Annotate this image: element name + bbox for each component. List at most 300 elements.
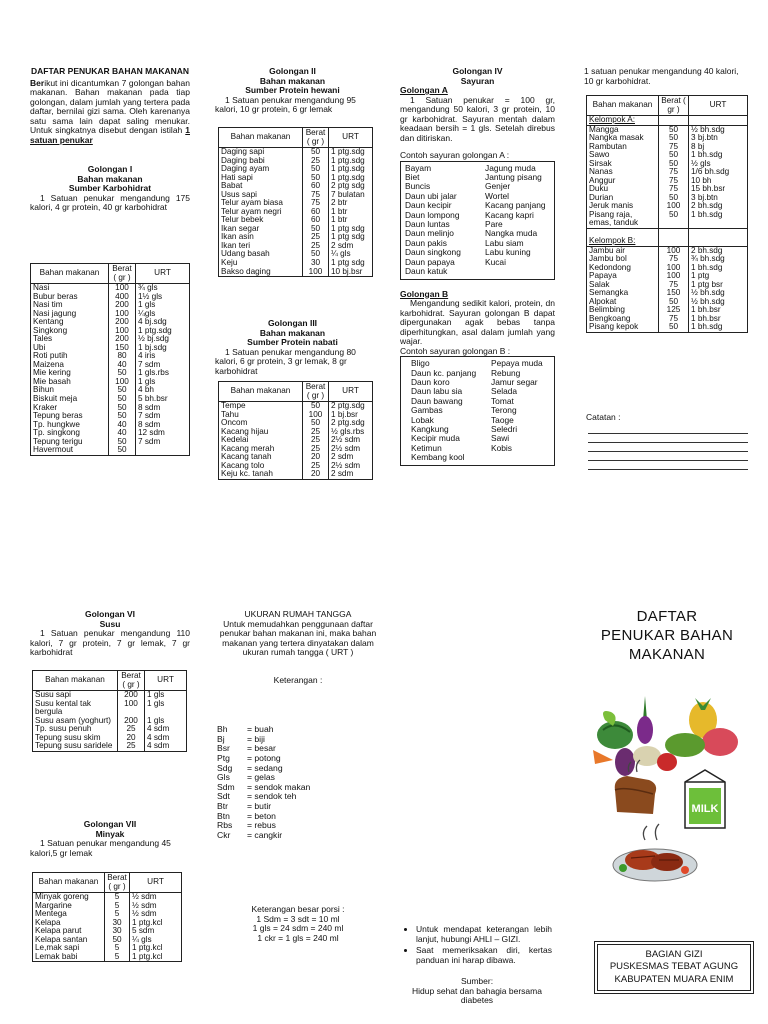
g4-list-b — [400, 356, 555, 465]
col-header: Berat ( gr ) — [118, 671, 145, 691]
urt-keterangan: Keterangan : — [273, 674, 323, 685]
item-urt: 1 gls — [145, 717, 187, 726]
item-urt: 5 sdm — [130, 927, 182, 936]
vegetable-name: Daun kecipir — [405, 200, 452, 211]
col-header: Berat ( gr ) — [303, 128, 329, 148]
item-urt: 3 bj.btn — [689, 134, 748, 143]
item-urt: 2 sdm — [329, 470, 373, 479]
info-section — [402, 925, 552, 1006]
item-weight: 100 — [109, 284, 136, 293]
col-header: Berat ( gr ) — [105, 873, 130, 893]
col-header: Bahan makanan — [33, 873, 105, 893]
item-weight: 5 — [105, 953, 130, 962]
item-name: Babat — [219, 182, 303, 191]
item-weight: 100 — [303, 268, 329, 277]
item-urt: 2½ sdm — [329, 445, 373, 454]
item-urt: 1 gls — [145, 700, 187, 717]
item-name: Daging sapi — [219, 148, 303, 157]
item-weight: 50 — [659, 298, 689, 307]
vegetable-name: Genjer — [485, 181, 511, 192]
item-urt: 1 ptg sdg — [329, 225, 373, 234]
g3-name: Sumber Protein nabati — [247, 337, 338, 348]
item-name: Anggur — [587, 177, 659, 186]
item-urt: 4 bj.sdg — [136, 318, 190, 327]
item-urt: 1 bh.bsr — [689, 315, 748, 324]
vegetable-name: Kembang kool — [411, 452, 465, 463]
vegetable-name: Lobak — [411, 414, 434, 425]
abbr-meaning: = besar — [247, 743, 276, 754]
abbr-list — [217, 725, 357, 841]
list-item — [411, 453, 550, 462]
g3-desc: 1 Satuan penukar mengandung 80 kalori, 6 gr protein, 3 gr lemak, 8 gr karbohidrat — [215, 346, 356, 376]
vegetable-name: Rebung — [491, 367, 521, 378]
item-urt: 2 btr — [329, 199, 373, 208]
item-name: Kedelai — [219, 436, 303, 445]
item-weight: 25 — [303, 428, 329, 437]
porsi-section — [218, 905, 378, 943]
vegetable-name: Terong — [491, 405, 517, 416]
abbr-code: Btn — [217, 810, 230, 821]
item-name: Ikan teri — [219, 242, 303, 251]
item-name: Tepung beras — [31, 412, 109, 421]
abbr-meaning: = butir — [247, 801, 272, 811]
item-name: Mentega — [33, 910, 105, 919]
item-urt: 1 gls — [145, 691, 187, 700]
item-weight: 200 — [109, 301, 136, 310]
col-header: Bahan makanan — [587, 96, 659, 116]
vegetable-name: Kucai — [485, 256, 506, 267]
item-urt: 7 bulatan — [329, 191, 373, 200]
table-row — [33, 742, 187, 751]
vegetable-name: Tomat — [491, 395, 514, 406]
g2-heading: Golongan II — [269, 66, 316, 76]
item-urt: 1 ptg — [689, 272, 748, 281]
item-name: Sirsak — [587, 160, 659, 169]
item-urt: 2 sdm — [329, 242, 373, 251]
item-name: Susu sapi — [33, 691, 118, 700]
g3-section — [215, 319, 370, 376]
vegetable-name: Jagung muda — [485, 162, 536, 173]
item-name: Bengkoang — [587, 315, 659, 324]
item-name: Margarine — [33, 902, 105, 911]
item-urt: 1 btr — [329, 216, 373, 225]
col-header: Bahan makanan — [31, 264, 109, 284]
item-urt: ½ sdm — [130, 902, 182, 911]
item-weight: 5 — [105, 944, 130, 953]
item-urt: ¾ bh.sdg — [689, 255, 748, 264]
item-name: Tp. hungkwe — [31, 421, 109, 430]
item-urt: 12 sdm — [136, 429, 190, 438]
item-name: Udang basah — [219, 250, 303, 259]
table-row — [219, 470, 373, 479]
g4-section — [400, 67, 555, 466]
intro-title: DAFTAR PENUKAR BAHAN MAKANAN — [30, 66, 190, 76]
table-row — [31, 446, 190, 455]
item-name: Nanas — [587, 168, 659, 177]
item-name: Singkong — [31, 327, 109, 336]
item-urt: 1 bh.sdg — [689, 151, 748, 160]
item-urt: 2 ptg.sdg — [329, 402, 373, 411]
note-line — [588, 469, 748, 470]
g3-subheading: Bahan makanan — [259, 327, 326, 338]
vegetable-name: Pepaya muda — [491, 358, 543, 369]
table-row — [31, 378, 190, 387]
item-urt: 4 iris — [136, 352, 190, 361]
table-row — [219, 268, 373, 277]
table-row — [587, 272, 748, 281]
item-urt: 1 bh.sdg — [689, 264, 748, 273]
item-weight: 50 — [109, 395, 136, 404]
g6-heading: Golongan VI — [84, 609, 136, 619]
vegetable-name: Selada — [491, 386, 518, 397]
item-weight: 20 — [303, 453, 329, 462]
item-name: Nangka masak — [587, 134, 659, 143]
item-urt: 5 bh.bsr — [136, 395, 190, 404]
item-name: Pisang kepok — [587, 323, 659, 332]
table-row — [33, 700, 187, 717]
urt-title: UKURAN RUMAH TANGGA — [244, 609, 352, 619]
item-name: Nasi jagung — [31, 310, 109, 319]
abbr-code: Sdm — [217, 781, 235, 792]
item-weight: 50 — [109, 412, 136, 421]
table-row — [587, 211, 748, 229]
item-name: Jambu bol — [587, 255, 659, 264]
item-weight: 50 — [303, 165, 329, 174]
item-weight: 40 — [109, 361, 136, 370]
g6-name: Susu — [99, 618, 121, 629]
item-name: Usus sapi — [219, 191, 303, 200]
g1-name: Sumber Karbohidrat — [68, 183, 152, 194]
item-weight: 75 — [659, 281, 689, 290]
item-weight: 40 — [109, 429, 136, 438]
g4-example-b: Contoh sayuran golongan B : — [400, 345, 511, 356]
item-urt: 2 sdm — [329, 453, 373, 462]
item-name: Mie kering — [31, 369, 109, 378]
item-name: Kelapa parut — [33, 927, 105, 936]
group-label: Kelompok A: — [587, 116, 659, 126]
item-weight: 50 — [659, 125, 689, 134]
g2-desc: 1 Satuan penukar mengandung 95 kalori, 10 gr protein, 6 gr lemak — [215, 94, 356, 115]
item-urt: 1 ptg.sdg — [136, 327, 190, 336]
item-weight: 20 — [303, 470, 329, 479]
g4-desc-a: 1 Satuan penukar = 100 gr, mengandung 50 kalori, 3 gr protein, 10 gr karbohidrat. Sayuran mentah dalam keadaan bersih = 1 gls. Setelah direbus dan ditiriskan. — [400, 94, 555, 143]
item-weight: 75 — [303, 199, 329, 208]
item-urt: 7 sdm — [136, 361, 190, 370]
item-urt: 1 bj.sdg — [136, 344, 190, 353]
item-weight: 75 — [659, 168, 689, 177]
g1-heading: Golongan I — [87, 164, 133, 175]
g7-heading: Golongan VII — [83, 819, 137, 829]
item-urt: ½ gls — [689, 160, 748, 169]
item-urt: 2 bh.sdg — [689, 202, 748, 211]
item-name: Kacang merah — [219, 445, 303, 454]
item-weight: 50 — [105, 936, 130, 945]
item-name: Biskuit meja — [31, 395, 109, 404]
item-urt: 2½ sdm — [329, 462, 373, 471]
item-weight: 30 — [105, 919, 130, 928]
item-weight: 50 — [303, 250, 329, 259]
item-urt: ½ sdm — [130, 893, 182, 902]
vegetable-name: Daun labu sia — [411, 386, 463, 397]
info-bullet: • Untuk mendapat keterangan lebih lanjut, hubungi AHLI – GIZI. — [416, 925, 552, 944]
item-weight: 100 — [659, 202, 689, 211]
vegetable-name: Labu kuning — [485, 247, 531, 258]
item-name: Nasi tim — [31, 301, 109, 310]
item-weight: 100 — [659, 246, 689, 255]
col-header: Bahan makanan — [219, 128, 303, 148]
item-name: Kedondong — [587, 264, 659, 273]
org-line: PUSKESMAS TEBAT AGUNG — [609, 961, 739, 973]
item-weight: 75 — [659, 185, 689, 194]
item-weight: 400 — [109, 293, 136, 302]
item-urt: ½ bh.sdg — [689, 125, 748, 134]
item-weight: 5 — [105, 910, 130, 919]
item-name: Tepung susu skim — [33, 734, 118, 743]
item-weight: 200 — [118, 691, 145, 700]
item-weight: 50 — [659, 211, 689, 229]
item-urt: 1/6 bh.sdg — [689, 168, 748, 177]
item-name: Mangga — [587, 125, 659, 134]
item-name: Durian — [587, 194, 659, 203]
note-line — [588, 442, 748, 443]
item-weight: 100 — [659, 272, 689, 281]
item-name: Kelapa santan — [33, 936, 105, 945]
abbr-meaning: = buah — [247, 724, 274, 734]
item-urt: 1 btr — [329, 208, 373, 217]
cover-title-line: MAKANAN — [628, 645, 706, 663]
item-urt: 8 bj — [689, 143, 748, 152]
item-urt: 2 ptg sdg — [329, 182, 373, 191]
item-weight: 200 — [109, 335, 136, 344]
item-name: Sawo — [587, 151, 659, 160]
item-weight: 150 — [659, 289, 689, 298]
porsi-line: 1 gls = 24 sdm = 240 ml — [252, 923, 344, 934]
item-urt: ½ sdm — [130, 910, 182, 919]
vegetable-name: Wortel — [485, 190, 510, 201]
item-weight: 40 — [109, 421, 136, 430]
notes-label: Catatan : — [586, 412, 621, 422]
item-weight: 125 — [659, 306, 689, 315]
item-weight: 25 — [303, 445, 329, 454]
item-weight: 25 — [303, 233, 329, 242]
item-urt: 1 gls — [136, 301, 190, 310]
item-weight: 5 — [105, 902, 130, 911]
item-name: Telur ayam biasa — [219, 199, 303, 208]
porsi-title: Keterangan besar porsi : — [251, 904, 345, 914]
vegetable-name: Sawi — [491, 433, 510, 444]
col-header: URT — [130, 873, 182, 893]
item-weight: 100 — [109, 310, 136, 319]
item-name: Ikan segar — [219, 225, 303, 234]
item-urt: 8 sdm — [136, 404, 190, 413]
source-text: Hidup sehat dan bahagia bersama diabetes — [412, 985, 542, 1006]
item-urt: 4 sdm — [145, 734, 187, 743]
item-urt — [136, 446, 190, 455]
item-urt: 1 ptg.sdg — [329, 174, 373, 183]
item-weight: 50 — [659, 323, 689, 332]
g4-name: Sayuran — [460, 75, 495, 86]
col-header: URT — [136, 264, 190, 284]
item-name: Belimbing — [587, 306, 659, 315]
item-name: Alpokat — [587, 298, 659, 307]
item-weight: 30 — [303, 259, 329, 268]
item-urt: 1 ptg sdg — [329, 233, 373, 242]
meat-plate-icon — [613, 824, 697, 881]
abbr-code: Sdg — [217, 762, 233, 773]
vegetable-name: Daun luntas — [405, 219, 450, 230]
g3-table — [218, 381, 373, 480]
item-weight: 50 — [303, 174, 329, 183]
col-header: Berat ( gr ) — [659, 96, 689, 116]
item-urt: 1 ptg.kcl — [130, 944, 182, 953]
g4-list-a — [400, 161, 555, 280]
item-name: Susu kental tak bergula — [33, 700, 118, 717]
abbr-meaning: = gelas — [247, 772, 275, 783]
item-urt: 2 bh.sdg — [689, 246, 748, 255]
g1-table — [30, 263, 190, 456]
item-weight: 5 — [105, 893, 130, 902]
item-name: Tp. singkong — [31, 429, 109, 438]
item-urt: 1½ gls — [136, 293, 190, 302]
item-name: Lemak babi — [33, 953, 105, 962]
vegetable-name: Daun bawang — [411, 395, 463, 406]
item-weight: 25 — [303, 157, 329, 166]
g2-subheading: Bahan makanan — [259, 75, 326, 86]
table-row — [587, 323, 748, 332]
g4-example-a: Contoh sayuran golongan A : — [400, 150, 510, 161]
item-urt: 1 ptg.sdg — [329, 157, 373, 166]
table-row — [587, 143, 748, 152]
g5-section — [584, 67, 749, 86]
item-urt: 4 sdm — [145, 725, 187, 734]
vegetable-name: Daun pakis — [405, 237, 447, 248]
item-urt: 1 gls — [136, 378, 190, 387]
cover-title-line: DAFTAR — [636, 608, 698, 625]
item-weight: 75 — [659, 255, 689, 264]
item-name: Tepung terigu — [31, 438, 109, 447]
item-weight: 100 — [659, 264, 689, 273]
vegetable-name: Kobis — [491, 442, 512, 453]
vegetable-name: Kangkung — [411, 423, 449, 434]
item-name: Jambu air — [587, 246, 659, 255]
item-urt: ½ bh.sdg — [689, 298, 748, 307]
vegetable-name: Jamur segar — [491, 376, 538, 387]
vegetable-name: Biet — [405, 172, 420, 183]
item-weight: 50 — [109, 369, 136, 378]
vegetable-name: Daun lompong — [405, 209, 460, 220]
milk-label: MILK — [691, 803, 719, 815]
item-urt: 1 gls.rbs — [136, 369, 190, 378]
g7-table — [32, 872, 182, 962]
g5-table — [586, 95, 748, 333]
item-name: Salak — [587, 281, 659, 290]
note-line — [588, 433, 748, 434]
item-name: Bihun — [31, 386, 109, 395]
item-urt: 1 bj.bsr — [329, 411, 373, 420]
g1-subheading: Bahan makanan — [77, 173, 143, 184]
item-urt: 1 bh.sdg — [689, 323, 748, 332]
item-urt: ½ bj.sdg — [136, 335, 190, 344]
item-name: Ubi — [31, 344, 109, 353]
porsi-line: 1 Sdm = 3 sdt = 10 ml — [256, 913, 340, 924]
item-weight: 50 — [659, 151, 689, 160]
col-header: Bahan makanan — [219, 382, 303, 402]
item-weight: 60 — [303, 216, 329, 225]
item-name: Maizena — [31, 361, 109, 370]
item-urt: 7 sdm — [136, 412, 190, 421]
item-name: Mie basah — [31, 378, 109, 387]
vegetable-name: Taoge — [491, 414, 514, 425]
col-header: URT — [689, 96, 748, 116]
item-name: Telur bebek — [219, 216, 303, 225]
g2-section — [215, 67, 370, 115]
intro-section — [30, 67, 190, 213]
item-name: Minyak goreng — [33, 893, 105, 902]
item-name: Keju kc. tanah — [219, 470, 303, 479]
item-weight: 50 — [659, 134, 689, 143]
item-name: Daging ayam — [219, 165, 303, 174]
item-urt: 2½ sdm — [329, 436, 373, 445]
intro-text: Berikut ini dicantumkan 7 golongan bahan makanan. Bahan makanan pada tiap golongan, dalam jumlah yang tertera pada daftar, bernilai gizi sama. Oleh karenanya satu sama lain dapat saling menukar. Untuk singkatnya disebut dengan istilah 1 satuan penukar — [30, 77, 190, 145]
item-name: Bubur beras — [31, 293, 109, 302]
org-box — [597, 944, 751, 991]
abbr-code: Ptg — [217, 752, 230, 763]
abbr-code: Ckr — [217, 829, 231, 840]
source-label: Sumber: — [460, 976, 494, 987]
item-urt: 1 bh.bsr — [689, 306, 748, 315]
abbr-code: Gls — [217, 772, 230, 783]
item-weight: 50 — [659, 194, 689, 203]
g4-sub-b: Golongan B — [400, 288, 449, 299]
item-urt: 10 bj.bsr — [329, 268, 373, 277]
item-urt: 7 sdm — [136, 438, 190, 447]
abbr-code: Bsr — [217, 743, 230, 754]
g7-section — [30, 820, 190, 858]
abbr-code: Bj — [217, 733, 225, 744]
vegetable-name: Nangka muda — [485, 228, 538, 239]
item-weight: 60 — [303, 182, 329, 191]
item-weight: 100 — [118, 700, 145, 717]
item-urt: 1 ptg.kcl — [130, 953, 182, 962]
item-name: Tales — [31, 335, 109, 344]
item-weight: 50 — [109, 404, 136, 413]
item-weight: 75 — [303, 191, 329, 200]
item-urt: 1 ptg sdg — [329, 259, 373, 268]
vegetable-name: Bligo — [411, 358, 430, 369]
cover-title-line: PENUKAR BAHAN — [600, 626, 734, 644]
abbr-code: Sdt — [217, 791, 230, 802]
col-header: URT — [329, 382, 373, 402]
item-name: Tp. susu penuh — [33, 725, 118, 734]
item-name: Daging babi — [219, 157, 303, 166]
item-urt: ¼ gls — [130, 936, 182, 945]
item-name: Kentang — [31, 318, 109, 327]
vegetables-icon — [593, 696, 738, 776]
item-urt: 1 bh.sdg — [689, 211, 748, 229]
item-urt: 10 bh — [689, 177, 748, 186]
org-line: BAGIAN GIZI — [645, 949, 703, 960]
item-urt: 3 bj.btn — [689, 194, 748, 203]
vegetable-name: Bayam — [405, 162, 432, 173]
notes-section — [586, 413, 748, 478]
item-weight: 200 — [109, 318, 136, 327]
item-weight: 25 — [118, 725, 145, 734]
vegetable-name: Ketimun — [411, 442, 442, 453]
item-weight: 75 — [659, 177, 689, 186]
item-weight: 50 — [109, 446, 136, 455]
milk-carton-icon — [685, 770, 725, 828]
item-name: Keju — [219, 259, 303, 268]
